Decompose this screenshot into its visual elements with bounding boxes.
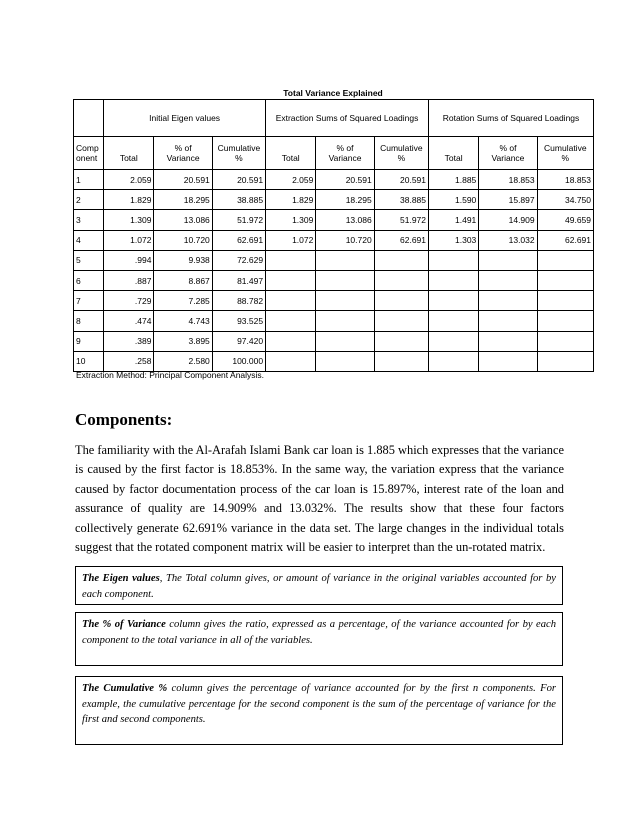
section-heading: Components: (75, 410, 173, 429)
value-cell (316, 331, 374, 351)
component-header: Comp (74, 137, 104, 154)
cumulative-note (75, 676, 563, 745)
value-cell: 15.897 (479, 190, 537, 210)
table-row (74, 170, 594, 190)
value-cell: 1.309 (104, 210, 154, 230)
value-cell: 18.295 (316, 190, 374, 210)
component-number-cell: 4 (74, 230, 104, 250)
component-number-cell: 10 (74, 351, 104, 371)
column-header: % of (154, 137, 212, 154)
value-cell: 18.295 (154, 190, 212, 210)
value-cell (479, 311, 537, 331)
value-cell (537, 311, 593, 331)
value-cell: 3.895 (154, 331, 212, 351)
value-cell (429, 331, 479, 351)
value-cell: .887 (104, 270, 154, 290)
value-cell (537, 250, 593, 270)
value-cell (374, 250, 428, 270)
value-cell (374, 331, 428, 351)
column-header: Cumulative (537, 137, 593, 154)
column-header: Total (104, 153, 154, 170)
value-cell: 14.909 (479, 210, 537, 230)
value-cell: 1.309 (266, 210, 316, 230)
value-cell: 20.591 (154, 170, 212, 190)
body-paragraph: The familiarity with the Al-Arafah Islami Bank car loan is 1.885 which expresses that the variance is caused by the first factor is 18.853%. In the same way, the variation express that the variance caused by factor documentation process of the car loan is 15.897%, interest rate of the loan and assurance of quality are 14.909% and 13.032%. The results show that these four factors collectively generate 62.691% variance in the data set. The large changes in the individual totals suggest that the rotated component matrix will be easier to interpret than the un-rotated matrix. (75, 443, 564, 555)
note-term: The Cumulative % (82, 683, 168, 694)
value-cell: 62.691 (537, 230, 593, 250)
value-cell: .729 (104, 291, 154, 311)
column-header (429, 137, 479, 154)
value-cell (266, 331, 316, 351)
variance-note (75, 612, 563, 666)
value-cell: 1.303 (429, 230, 479, 250)
value-cell: 2.580 (154, 351, 212, 371)
note-text: , The Total column gives, or amount of variance in the original variables accounted for by each component. (82, 573, 556, 600)
value-cell (316, 291, 374, 311)
value-cell: 100.000 (212, 351, 265, 371)
total-variance-table (73, 99, 594, 372)
note-text: column gives the percentage of variance accounted for by the first n components. For example, the cumulative percentage for the second component is the sum of the percentage of variance for the first and second components. (82, 683, 556, 725)
value-cell (537, 331, 593, 351)
value-cell: 13.086 (316, 210, 374, 230)
column-header: % of (479, 137, 537, 154)
column-header: % (374, 153, 428, 170)
value-cell (316, 270, 374, 290)
component-number-cell: 5 (74, 250, 104, 270)
note-text: column gives the ratio, expressed as a percentage, of the variance accounted for by each component to the total variance in all of the variables. (82, 619, 556, 646)
value-cell (266, 311, 316, 331)
corner-cell (74, 100, 104, 137)
column-header: % (537, 153, 593, 170)
value-cell: 1.590 (429, 190, 479, 210)
group-header: Initial Eigen values (104, 100, 266, 137)
table-row (74, 311, 594, 331)
value-cell: 10.720 (154, 230, 212, 250)
value-cell: 62.691 (212, 230, 265, 250)
value-cell: 93.525 (212, 311, 265, 331)
table-row (74, 291, 594, 311)
value-cell: 97.420 (212, 331, 265, 351)
column-header: Cumulative (374, 137, 428, 154)
value-cell: .474 (104, 311, 154, 331)
component-number-cell: 2 (74, 190, 104, 210)
value-cell: 20.591 (316, 170, 374, 190)
value-cell: 34.750 (537, 190, 593, 210)
note-term: The % of Variance (82, 619, 166, 630)
value-cell (316, 311, 374, 331)
value-cell: 18.853 (537, 170, 593, 190)
value-cell: 1.072 (104, 230, 154, 250)
component-number-cell: 7 (74, 291, 104, 311)
value-cell (374, 291, 428, 311)
column-header: % (212, 153, 265, 170)
column-header: Total (266, 153, 316, 170)
table-row (74, 270, 594, 290)
table-title: Total Variance Explained (283, 88, 383, 98)
value-cell: 13.086 (154, 210, 212, 230)
component-number-cell: 9 (74, 331, 104, 351)
table-row (74, 250, 594, 270)
value-cell (374, 311, 428, 331)
value-cell: .258 (104, 351, 154, 371)
group-header: Rotation Sums of Squared Loadings (429, 100, 594, 137)
value-cell (374, 351, 428, 371)
value-cell: 2.059 (266, 170, 316, 190)
table-body (74, 170, 594, 372)
value-cell: 1.829 (104, 190, 154, 210)
value-cell (429, 351, 479, 371)
value-cell (316, 351, 374, 371)
value-cell: .994 (104, 250, 154, 270)
value-cell: 1.072 (266, 230, 316, 250)
value-cell: 38.885 (212, 190, 265, 210)
table-row (74, 210, 594, 230)
component-number-cell: 8 (74, 311, 104, 331)
value-cell: 4.743 (154, 311, 212, 331)
value-cell: 7.285 (154, 291, 212, 311)
table-row (74, 230, 594, 250)
group-header: Extraction Sums of Squared Loadings (266, 100, 429, 137)
value-cell (479, 270, 537, 290)
column-header: Variance (316, 153, 374, 170)
value-cell (266, 351, 316, 371)
value-cell: 1.885 (429, 170, 479, 190)
value-cell (479, 250, 537, 270)
value-cell: 10.720 (316, 230, 374, 250)
value-cell: .389 (104, 331, 154, 351)
table-row (74, 331, 594, 351)
value-cell: 2.059 (104, 170, 154, 190)
column-header: Total (429, 153, 479, 170)
value-cell (479, 351, 537, 371)
value-cell: 51.972 (374, 210, 428, 230)
value-cell: 18.853 (479, 170, 537, 190)
value-cell (266, 270, 316, 290)
column-header: Variance (479, 153, 537, 170)
value-cell (429, 250, 479, 270)
column-header (266, 137, 316, 154)
column-header: Cumulative (212, 137, 265, 154)
column-header (104, 137, 154, 154)
value-cell (429, 270, 479, 290)
value-cell: 8.867 (154, 270, 212, 290)
value-cell: 81.497 (212, 270, 265, 290)
value-cell (316, 250, 374, 270)
value-cell: 62.691 (374, 230, 428, 250)
value-cell: 20.591 (374, 170, 428, 190)
component-number-cell: 1 (74, 170, 104, 190)
table-row (74, 190, 594, 210)
value-cell: 1.829 (266, 190, 316, 210)
component-header: onent (74, 153, 104, 170)
value-cell (429, 291, 479, 311)
value-cell: 13.032 (479, 230, 537, 250)
value-cell: 20.591 (212, 170, 265, 190)
value-cell (266, 291, 316, 311)
eigen-values-note (75, 566, 563, 605)
value-cell: 51.972 (212, 210, 265, 230)
column-header: % of (316, 137, 374, 154)
column-header: Variance (154, 153, 212, 170)
value-cell (537, 351, 593, 371)
value-cell (374, 270, 428, 290)
note-term: The Eigen values (82, 573, 160, 584)
value-cell (479, 291, 537, 311)
component-number-cell: 6 (74, 270, 104, 290)
table-footnote: Extraction Method: Principal Component Analysis. (76, 370, 265, 380)
component-number-cell: 3 (74, 210, 104, 230)
value-cell: 38.885 (374, 190, 428, 210)
table-row (74, 351, 594, 371)
value-cell: 88.782 (212, 291, 265, 311)
value-cell: 49.659 (537, 210, 593, 230)
value-cell (266, 250, 316, 270)
value-cell: 9.938 (154, 250, 212, 270)
value-cell (479, 331, 537, 351)
value-cell (429, 311, 479, 331)
value-cell: 1.491 (429, 210, 479, 230)
value-cell (537, 270, 593, 290)
value-cell (537, 291, 593, 311)
value-cell: 72.629 (212, 250, 265, 270)
